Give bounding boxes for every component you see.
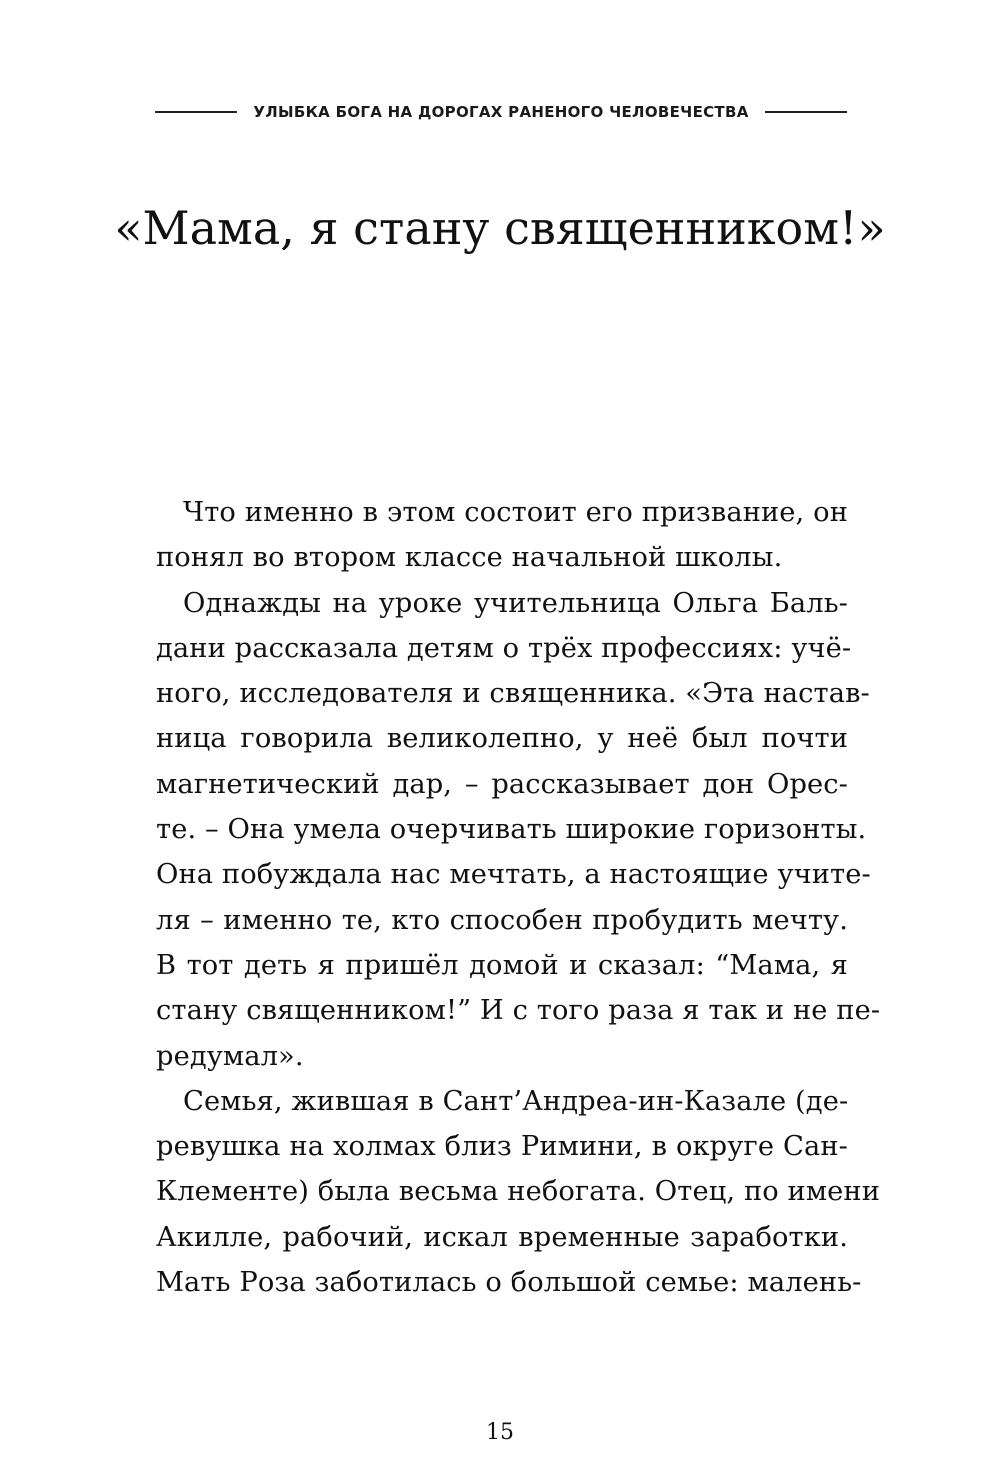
text-line: Семья, жившая в Сант’Андреа-ин-Казале (де- [183,1085,849,1117]
text-line: ного, исследователя и священника. «Эта настав- [156,678,870,710]
text-line: Что именно в этом состоит его призвание, он [183,497,848,528]
running-header-title: УЛЫБКА БОГА НА ДОРОГАХ РАНЕНОГО ЧЕЛОВЕЧЕСТВА [253,103,749,121]
text-line: Клементе) была весьма небогата. Отец, по имени [156,1176,881,1208]
running-header [155,98,847,126]
text-line: ревушка на холмах близ Римини, в округе Сан- [156,1131,848,1163]
text-line: понял во втором классе начальной школы. [156,542,783,574]
header-rule-left [155,111,237,113]
text-line: магнетический дар, – рассказывает дон Орес- [156,768,848,800]
text-line: стану священником!” И с того раза я так и не пе- [156,995,881,1027]
text-line: дани рассказала детям о трёх профессиях: учё- [156,632,852,664]
text-line: редумал». [156,1040,304,1072]
text-line: Она побуждала нас мечтать, а настоящие учите- [156,859,871,891]
text-line: ница говорила великолепно, у неё был почти [156,723,848,755]
body-text [156,490,881,1305]
text-line: ля – именно те, кто способен пробудить мечту. [156,904,848,936]
text-line: Однажды на уроке учительница Ольга Баль- [183,587,848,619]
text-line: те. – Она умела очерчивать широкие горизонты. [156,814,867,846]
chapter-title: «Мама, я стану священником!» [114,201,886,255]
text-line: Акилле, рабочий, искал временные заработки. [156,1221,848,1253]
text-line: В тот деть я пришёл домой и сказал: “Мама, я [156,949,848,981]
text-line: Мать Роза заботилась о большой семье: малень- [156,1267,862,1299]
page-number: 15 [486,1420,514,1445]
header-rule-right [765,111,847,113]
